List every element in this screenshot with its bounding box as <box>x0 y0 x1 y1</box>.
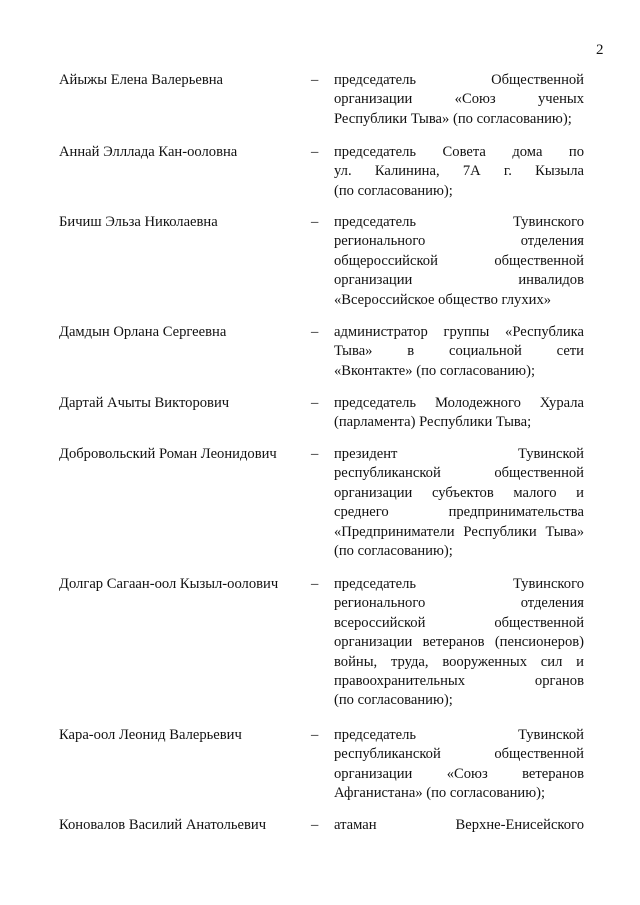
member-name: Дартай Ачыты Викторович <box>59 395 230 411</box>
role-line: Республики Тыва» (по согласованию); <box>334 110 572 127</box>
role-line: «Предприниматели Республики Тыва» <box>334 523 584 540</box>
role-line: общероссийской общественной <box>334 252 584 269</box>
member-role <box>334 143 584 201</box>
role-line: организации субъектов малого и <box>334 484 584 501</box>
role-line: организации инвалидов <box>334 272 584 289</box>
role-line: республиканской общественной <box>334 465 584 482</box>
role-line: (по согласованию); <box>334 542 453 559</box>
dash-separator: – <box>311 727 319 743</box>
role-line: президент Тувинской <box>334 446 584 462</box>
member-name: Аннай Элллада Кан-ооловна <box>59 144 238 160</box>
role-line: (по согласованию); <box>334 692 453 709</box>
role-line: «Вконтакте» (по согласованию); <box>334 362 535 379</box>
dash-separator: – <box>311 576 319 592</box>
role-line: атаман Верхне-Енисейского <box>334 817 584 833</box>
dash-separator: – <box>311 144 319 160</box>
role-line: Афганистана» (по согласованию); <box>334 785 546 802</box>
role-line: председатель Тувинской <box>334 727 584 743</box>
role-line: правоохранительных органов <box>334 672 584 689</box>
member-role <box>334 71 584 129</box>
role-line: регионального отделения <box>334 233 584 250</box>
role-line: Тыва» в социальной сети <box>334 343 584 360</box>
role-line: республиканской общественной <box>334 746 584 763</box>
member-name: Кара-оол Леонид Валерьевич <box>59 727 242 743</box>
role-line: председатель Молодежного Хурала <box>334 395 584 411</box>
dash-separator: – <box>311 395 319 411</box>
member-name: Айыжы Елена Валерьевна <box>59 72 224 88</box>
role-line: регионального отделения <box>334 595 584 612</box>
member-name: Долгар Сагаан-оол Кызыл-оолович <box>59 576 279 592</box>
role-line: войны, труда, вооруженных сил и <box>334 653 584 670</box>
dash-separator: – <box>311 446 319 462</box>
member-role <box>334 394 584 433</box>
role-line: среднего предпринимательства <box>334 504 584 521</box>
member-name: Коновалов Василий Анатольевич <box>59 817 267 833</box>
member-name: Бичиш Эльза Николаевна <box>59 214 218 230</box>
role-line: (парламента) Республики Тыва; <box>334 414 532 431</box>
role-line: (по согласованию); <box>334 182 453 199</box>
member-role <box>334 575 584 711</box>
role-line: администратор группы «Республика <box>334 324 584 340</box>
dash-separator: – <box>311 72 319 88</box>
role-line: председатель Совета дома по <box>334 144 584 160</box>
role-line: «Всероссийское общество глухих» <box>334 291 552 308</box>
dash-separator: – <box>311 324 319 340</box>
member-name: Дамдын Орлана Сергеевна <box>59 324 227 340</box>
role-line: ул. Калинина, 7А г. Кызыла <box>334 163 584 180</box>
role-line: организации «Союз ученых <box>334 91 584 108</box>
role-line: организации ветеранов (пенсионеров) <box>334 634 584 651</box>
role-line: председатель Тувинского <box>334 214 584 230</box>
member-role <box>334 816 584 835</box>
role-line: всероссийской общественной <box>334 614 584 631</box>
member-role <box>334 445 584 561</box>
role-line: председатель Тувинского <box>334 576 584 592</box>
member-role <box>334 726 584 804</box>
role-line: председатель Общественной <box>334 72 584 88</box>
member-name: Добровольский Роман Леонидович <box>59 446 277 462</box>
dash-separator: – <box>311 817 319 833</box>
member-role <box>334 323 584 381</box>
page-number: 2 <box>596 42 604 58</box>
role-line: организации «Союз ветеранов <box>334 765 584 782</box>
dash-separator: – <box>311 214 319 230</box>
member-role <box>334 213 584 310</box>
